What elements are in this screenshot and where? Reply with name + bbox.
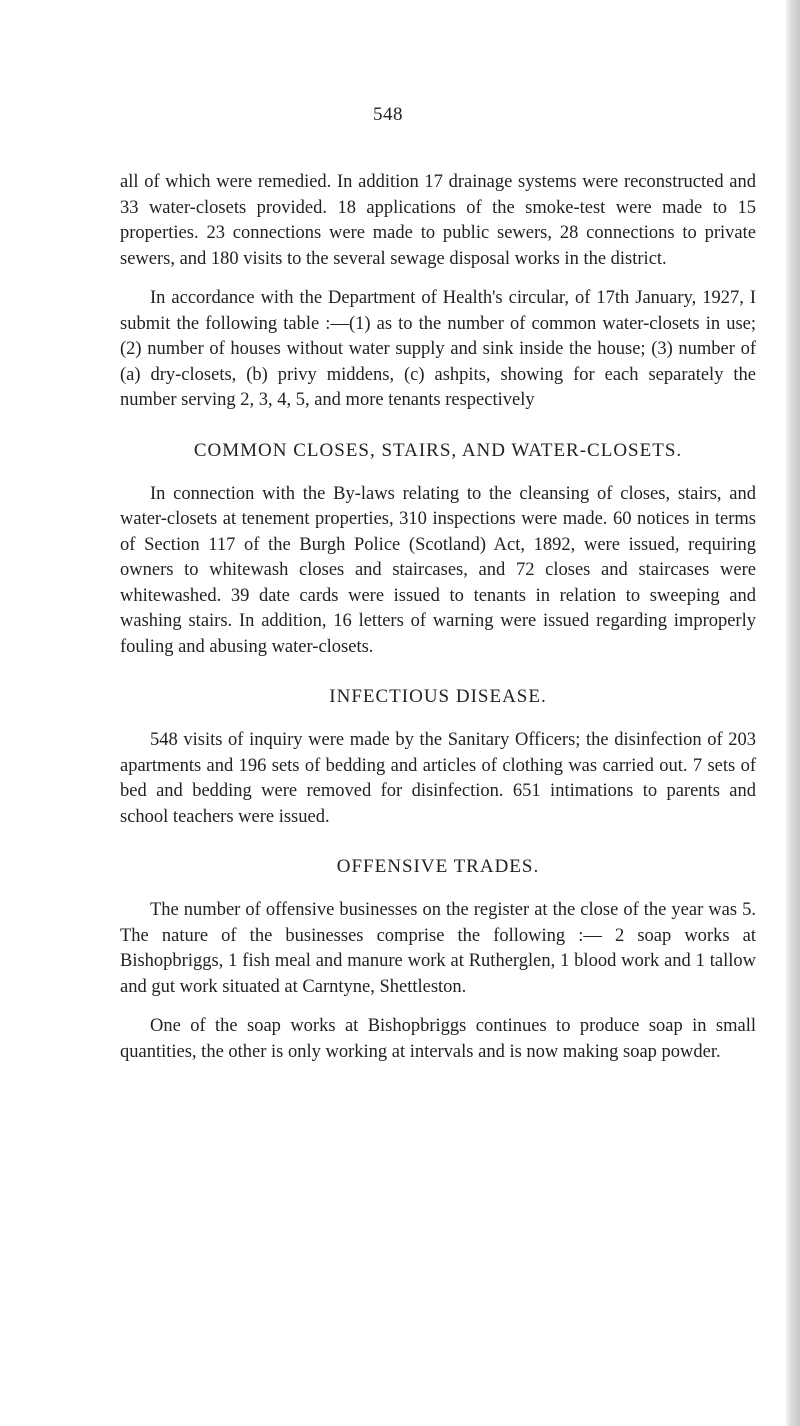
document-body — [120, 170, 756, 1065]
section-heading-infectious-disease: INFECTIOUS DISEASE. — [329, 686, 547, 707]
page-number: 548 — [373, 104, 403, 125]
paragraph: The number of offensive businesses on the register at the close of the year was 5. The nature of the businesses comprise the following :— 2 soap works at Bishopbriggs, 1 fish meal and manure work at Rutherglen, 1 blood work and 1 tallow and gut work situated at Carntyne, Shettleston. — [120, 900, 756, 997]
paragraph: all of which were remedied. In addition 17 drainage systems were reconstructed and 33 water-closets provided. 18 applications of the smoke-test were made to 15 properties. 23 connections were made to public sewers, 28 connections to private sewers, and 180 visits to the several sewage disposal works in the district. — [120, 172, 756, 269]
page-edge-shadow — [786, 0, 800, 1426]
paragraph: In accordance with the Department of Health's circular, of 17th January, 1927, I submit the following table :—(1) as to the number of common water-closets in use; (2) number of houses without water supply and sink inside the house; (3) number of (a) dry-closets, (b) privy middens, (c) ashpits, showing for each separately the number serving 2, 3, 4, 5, and more tenants respectively — [120, 288, 756, 410]
section-heading-common-closes: COMMON CLOSES, STAIRS, AND WATER-CLOSETS. — [193, 439, 683, 461]
paragraph: One of the soap works at Bishopbriggs continues to produce soap in small quantities, the other is only working at intervals and is now making soap powder. — [120, 1016, 756, 1062]
paragraph: In connection with the By-laws relating to the cleansing of closes, stairs, and water-closets at tenement properties, 310 inspections were made. 60 notices in terms of Section 117 of the Burgh Police (Scotland) Act, 1892, were issued, requiring owners to whitewash closes and staircases, and 72 closes and staircases were whitewashed. 39 date cards were issued to tenants in relation to sweeping and washing stairs. In addition, 16 letters of warning were issued regarding improperly fouling and abusing water-closets. — [120, 483, 756, 657]
section-heading-offensive-trades: OFFENSIVE TRADES. — [336, 856, 540, 877]
paragraph: 548 visits of inquiry were made by the Sanitary Officers; the disinfection of 203 apartments and 196 sets of bedding and articles of clothing was carried out. 7 sets of bed and bedding were removed for disinfection. 651 intimations to parents and school teachers were issued. — [120, 730, 756, 827]
